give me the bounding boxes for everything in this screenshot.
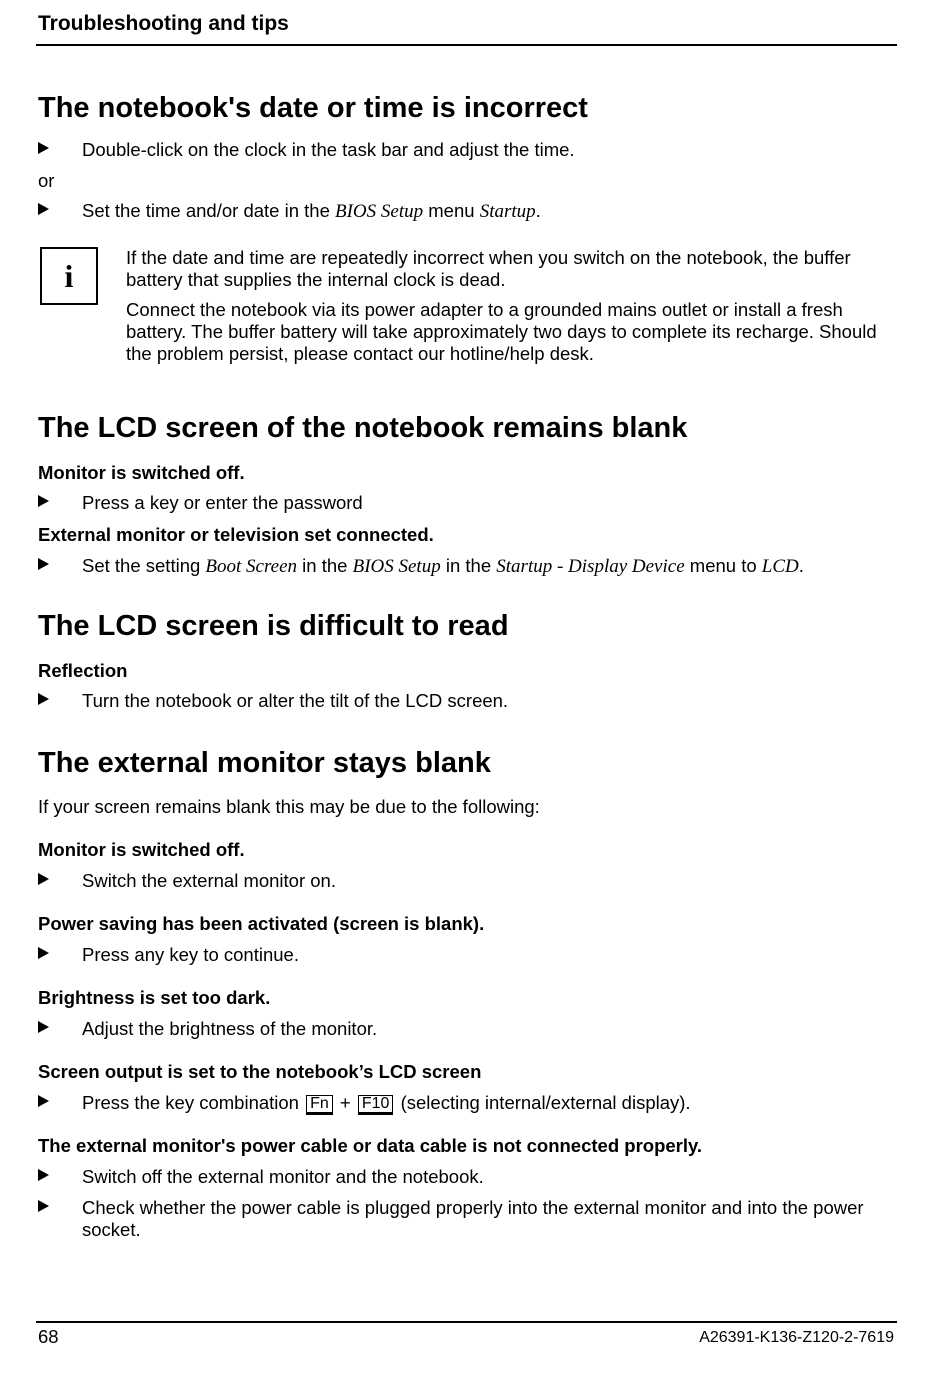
cause-external-monitor: External monitor or television set connected. [38, 524, 434, 545]
document-id: A26391-K136-Z120-2-7619 [699, 1329, 894, 1346]
header-rule [36, 44, 897, 46]
boot-screen-term: Boot Screen [205, 556, 298, 577]
step-text: Set the time and/or date in the BIOS Setup menu Startup. [82, 200, 541, 222]
display-device-term: Startup - Display Device [496, 556, 685, 577]
bullet-arrow-icon [38, 1169, 49, 1181]
cause-brightness: Brightness is set too dark. [38, 987, 271, 1008]
bullet-arrow-icon [38, 495, 49, 507]
step-text: Turn the notebook or alter the tilt of the LCD screen. [82, 690, 509, 711]
step-text: Press a key or enter the password [82, 492, 363, 513]
bios-setup-term: BIOS Setup [335, 201, 424, 222]
step-text: Check whether the power cable is plugged properly into the external monitor and into the power socket. [82, 1197, 864, 1240]
step-text: Switch off the external monitor and the notebook. [82, 1166, 484, 1187]
cause-reflection: Reflection [38, 660, 128, 681]
or-text: or [38, 170, 55, 191]
bullet-arrow-icon [38, 873, 49, 885]
step-text: Switch the external monitor on. [82, 870, 336, 891]
cause-monitor-off: Monitor is switched off. [38, 462, 245, 483]
cause-power-saving: Power saving has been activated (screen is blank). [38, 913, 485, 934]
startup-term: Startup [479, 201, 536, 222]
section-title-lcd-blank: The LCD screen of the notebook remains blank [38, 412, 688, 444]
step-text: Adjust the brightness of the monitor. [82, 1018, 378, 1039]
bullet-arrow-icon [38, 1095, 49, 1107]
bullet-arrow-icon [38, 693, 49, 705]
section-title-lcd-difficult: The LCD screen is difficult to read [38, 610, 509, 642]
footer-rule [36, 1321, 897, 1323]
bullet-arrow-icon [38, 947, 49, 959]
note-battery-dead: If the date and time are repeatedly incorrect when you switch on the notebook, the buffer battery that supplies the internal clock is dead. [126, 247, 851, 290]
page-number: 68 [38, 1326, 59, 1347]
step-text: Press any key to continue. [82, 944, 299, 965]
lcd-term: LCD [761, 556, 799, 577]
note-battery-recharge: Connect the notebook via its power adapter to a grounded mains outlet or install a fresh battery. The buffer battery will take approximately two days to complete its recharge. Should the problem persist, please contact our hotline/help desk. [126, 299, 877, 364]
cause-cable: The external monitor's power cable or data cable is not connected properly. [38, 1135, 703, 1156]
step-text: Set the setting Boot Screen in the BIOS Setup in the Startup - Display Device menu to LCD. [82, 555, 804, 577]
bullet-arrow-icon [38, 142, 49, 154]
fn-key-icon: Fn [306, 1095, 333, 1113]
step-text: Double-click on the clock in the task bar and adjust the time. [82, 139, 575, 160]
cause-screen-output: Screen output is set to the notebook’s LCD screen [38, 1061, 482, 1082]
bullet-arrow-icon [38, 558, 49, 570]
section-title-date-time: The notebook's date or time is incorrect [38, 92, 588, 124]
bullet-arrow-icon [38, 203, 49, 215]
section-title-external-blank: The external monitor stays blank [38, 747, 491, 779]
info-icon: i [40, 247, 98, 305]
f10-key-icon: F10 [358, 1095, 394, 1113]
step-text: Press the key combination Fn + F10 (selecting internal/external display). [82, 1092, 691, 1113]
bios-setup-term: BIOS Setup [352, 556, 441, 577]
running-header: Troubleshooting and tips [38, 12, 289, 35]
cause-monitor-off-external: Monitor is switched off. [38, 839, 245, 860]
intro-text: If your screen remains blank this may be due to the following: [38, 796, 540, 817]
bullet-arrow-icon [38, 1200, 49, 1212]
bullet-arrow-icon [38, 1021, 49, 1033]
